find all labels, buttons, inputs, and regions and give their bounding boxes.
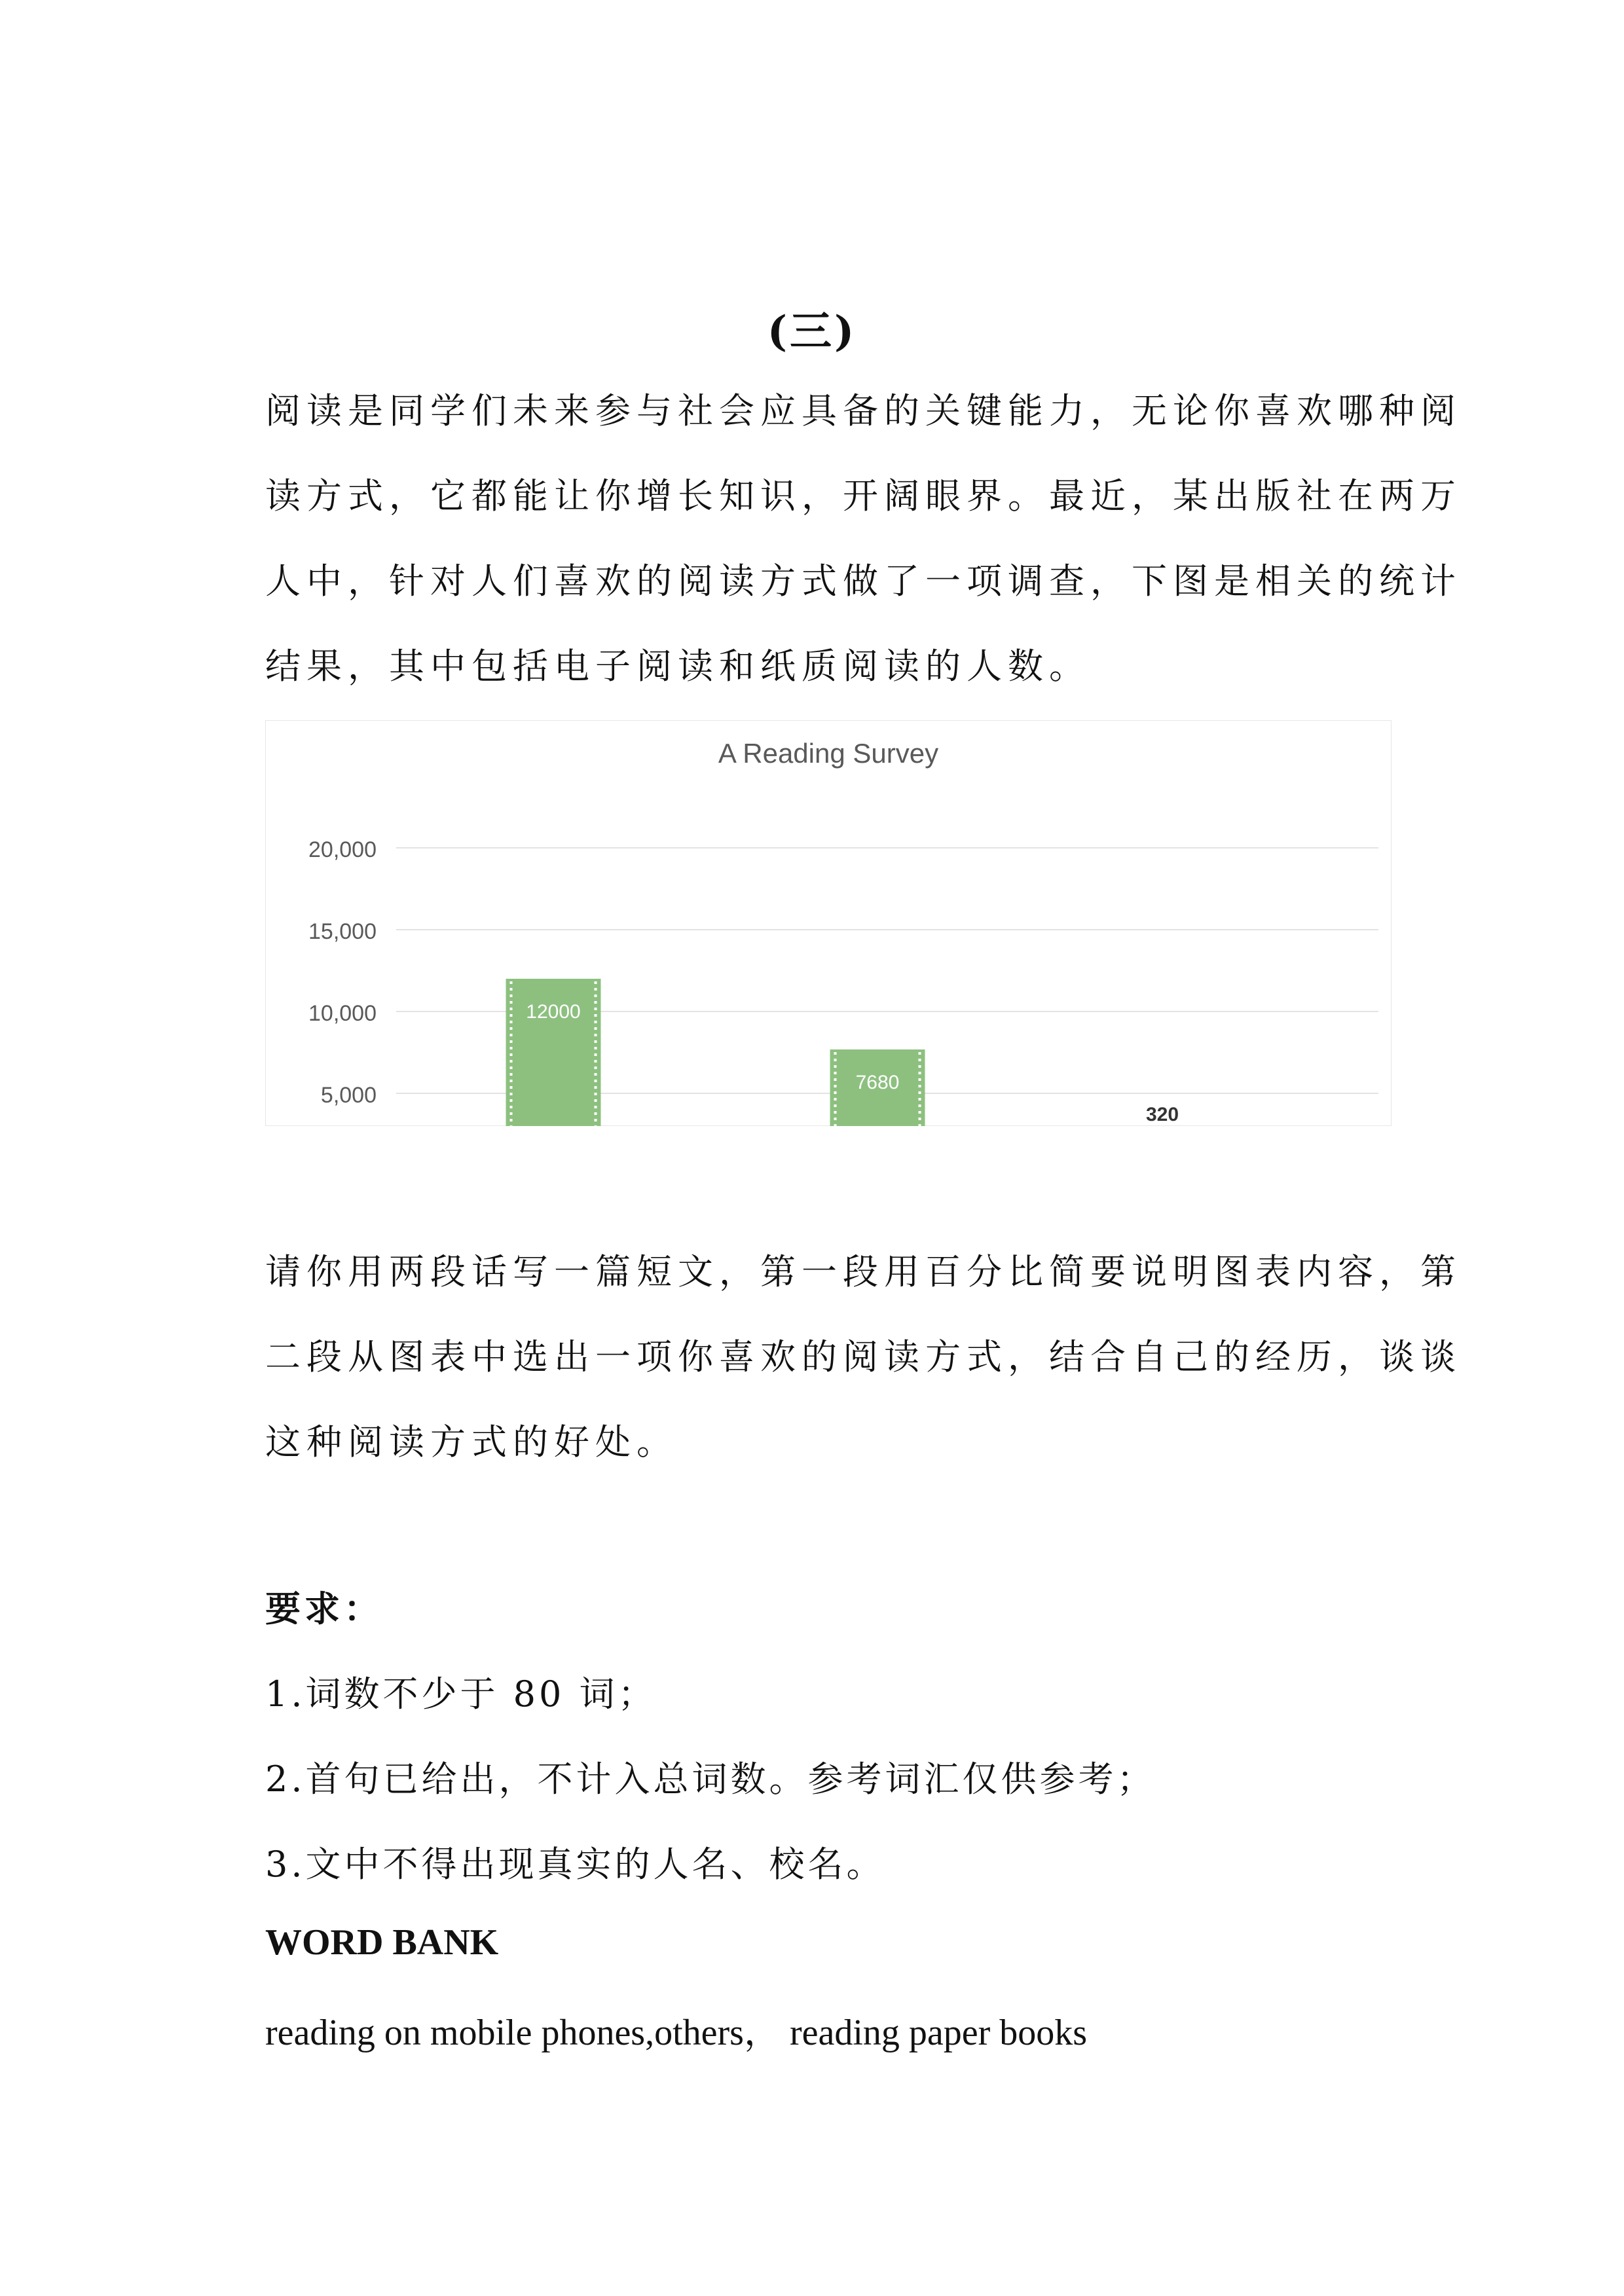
task-line-1: 请你用两段话写一篇短文，第一段用百分比简要说明图表内容，第 xyxy=(265,1251,1462,1292)
chart-frame xyxy=(265,720,1392,1126)
task-line-3: 这种阅读方式的好处。 xyxy=(265,1421,678,1463)
intro-line-4: 结果，其中包括电子阅读和纸质阅读的人数。 xyxy=(265,646,1090,687)
y-tick-label: 20,000 xyxy=(308,837,377,862)
bar-value-label: 12000 xyxy=(526,1001,581,1023)
intro-line-3: 人中，针对人们喜欢的阅读方式做了一项调查，下图是相关的统计 xyxy=(265,560,1462,602)
reading-survey-chart xyxy=(265,720,1392,1126)
bar-value-label: 7680 xyxy=(855,1072,900,1093)
task-line-2: 二段从图表中选出一项你喜欢的阅读方式，结合自己的经历，谈谈 xyxy=(265,1336,1462,1377)
intro-line-1: 阅读是同学们未来参与社会应具备的关键能力，无论你喜欢哪种阅 xyxy=(265,390,1462,431)
requirement-item-2: 2.首句已给出，不计入总词数。参考词汇仅供参考； xyxy=(265,1758,1156,1800)
word-bank-text: reading on mobile phones,others， reading paper books xyxy=(265,2013,1088,2053)
requirements-heading: 要求： xyxy=(265,1588,383,1630)
word-bank-heading: WORD BANK xyxy=(265,1922,499,1963)
bar-value-label: 320 xyxy=(1145,1104,1179,1125)
intro-line-2: 读方式，它都能让你增长知识，开阔眼界。最近，某出版社在两万 xyxy=(265,475,1462,517)
chart-canvas xyxy=(265,720,1392,1126)
requirement-item-1: 1.词数不少于 80 词； xyxy=(265,1673,657,1715)
chart-title: A Reading Survey xyxy=(718,738,939,769)
section-title: (三) xyxy=(767,307,857,356)
y-tick-label: 10,000 xyxy=(308,1001,377,1026)
y-tick-label: 15,000 xyxy=(308,919,377,944)
requirement-item-3: 3.文中不得出现真实的人名、校名。 xyxy=(265,1844,885,1885)
y-tick-label: 5,000 xyxy=(320,1083,377,1108)
